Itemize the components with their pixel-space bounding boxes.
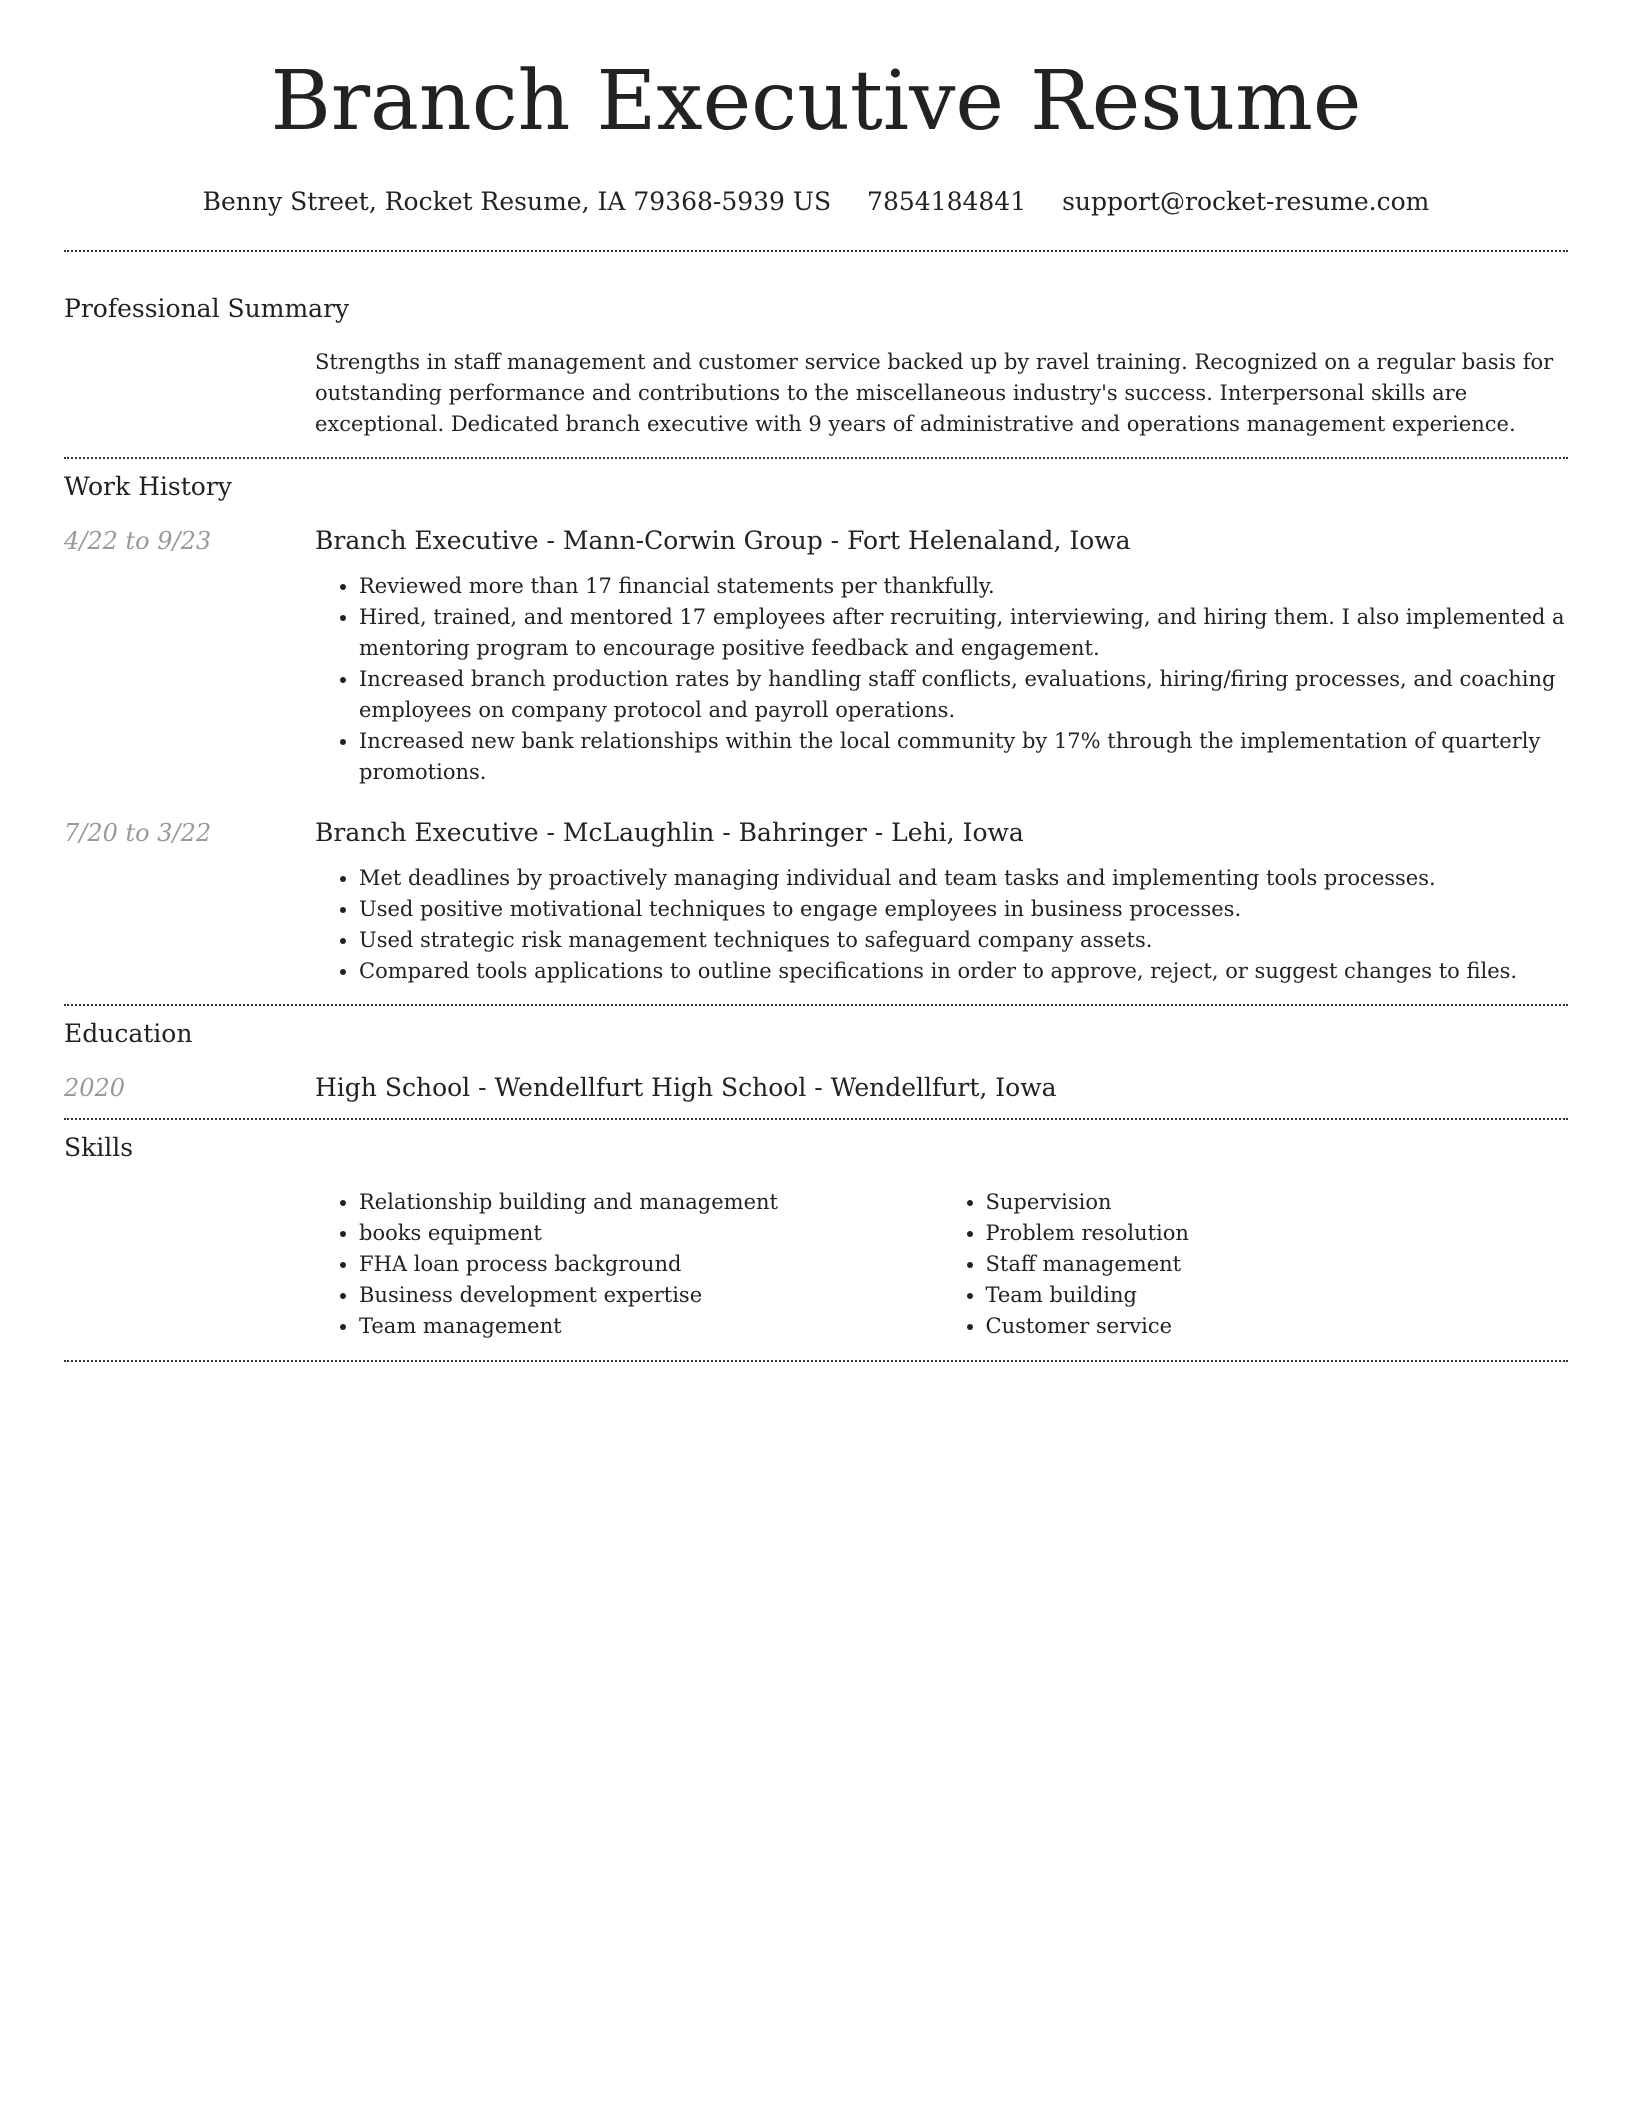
section-divider bbox=[64, 250, 1568, 252]
list-item: • Relationship building and management bbox=[359, 1187, 942, 1218]
summary-text: Strengths in staff management and customer service backed up by ravel training. Recognized on a regular basis for outstanding performance and contributions to the miscellaneous industry's success. Interpersonal skills are exceptional. Dedicated branch executive with 9 years of administrative and operations management experience. bbox=[315, 350, 1554, 436]
list-item: • Hired, trained, and mentored 17 employees after recruiting, interviewing, and hiring them. I also implemented a mentoring program to encourage positive feedback and engagement. bbox=[359, 602, 1568, 664]
job-header bbox=[64, 818, 1568, 847]
list-item: • Met deadlines by proactively managing individual and team tasks and implementing tools processes. bbox=[359, 863, 1568, 894]
section-divider bbox=[64, 1118, 1568, 1120]
job-dates: 7/20 to 3/22 bbox=[64, 819, 212, 847]
summary-heading: Professional Summary bbox=[64, 294, 350, 323]
list-item: • Increased new bank relationships within the local community by 17% through the implementation of quarterly promotions. bbox=[359, 726, 1568, 788]
list-item: • Used positive motivational techniques to engage employees in business processes. bbox=[359, 894, 1568, 925]
section-divider bbox=[64, 457, 1568, 459]
list-item: • Used strategic risk management techniques to safeguard company assets. bbox=[359, 925, 1568, 956]
job-bullets bbox=[315, 863, 1568, 987]
education-year: 2020 bbox=[64, 1074, 126, 1102]
phone-text: 7854184841 bbox=[867, 187, 1027, 216]
education-entry bbox=[64, 1073, 1568, 1102]
section-divider bbox=[64, 1360, 1568, 1362]
work-history-heading: Work History bbox=[64, 472, 232, 501]
list-item: • Team management bbox=[359, 1311, 942, 1342]
job-bullets bbox=[315, 571, 1568, 788]
list-item: • Team building bbox=[986, 1280, 1569, 1311]
list-item: • books equipment bbox=[359, 1218, 942, 1249]
education-title: High School - Wendellfurt High School - Wendellfurt, Iowa bbox=[315, 1073, 1057, 1102]
resume-page bbox=[64, 0, 1568, 1362]
list-item: • Supervision bbox=[986, 1187, 1569, 1218]
job-title: Branch Executive - McLaughlin - Bahringer - Lehi, Iowa bbox=[315, 818, 1024, 847]
list-item: • FHA loan process background bbox=[359, 1249, 942, 1280]
list-item: • Reviewed more than 17 financial statements per thankfully. bbox=[359, 571, 1568, 602]
job-title: Branch Executive - Mann-Corwin Group - Fort Helenaland, Iowa bbox=[315, 526, 1131, 555]
job-entry bbox=[64, 526, 1568, 788]
job-header bbox=[64, 526, 1568, 555]
list-item: • Business development expertise bbox=[359, 1280, 942, 1311]
education-heading: Education bbox=[64, 1019, 193, 1048]
email-text: support@rocket-resume.com bbox=[1062, 187, 1430, 216]
list-item: • Problem resolution bbox=[986, 1218, 1569, 1249]
skills-heading: Skills bbox=[64, 1133, 134, 1162]
contact-line bbox=[64, 186, 1568, 218]
job-entry bbox=[64, 818, 1568, 987]
job-dates: 4/22 to 9/23 bbox=[64, 527, 212, 555]
address-text: Benny Street, Rocket Resume, IA 79368-5939 US bbox=[202, 187, 832, 216]
list-item: • Staff management bbox=[986, 1249, 1569, 1280]
skills-column-right bbox=[942, 1187, 1569, 1342]
list-item: • Customer service bbox=[986, 1311, 1569, 1342]
list-item: • Compared tools applications to outline specifications in order to approve, reject, or suggest changes to files. bbox=[359, 956, 1568, 987]
skills-column-left bbox=[315, 1187, 942, 1342]
list-item: • Increased branch production rates by handling staff conflicts, evaluations, hiring/firing processes, and coaching employees on company protocol and payroll operations. bbox=[359, 664, 1568, 726]
page-title: Branch Executive Resume bbox=[270, 54, 1362, 149]
skills-list bbox=[315, 1187, 1568, 1342]
section-divider bbox=[64, 1004, 1568, 1006]
